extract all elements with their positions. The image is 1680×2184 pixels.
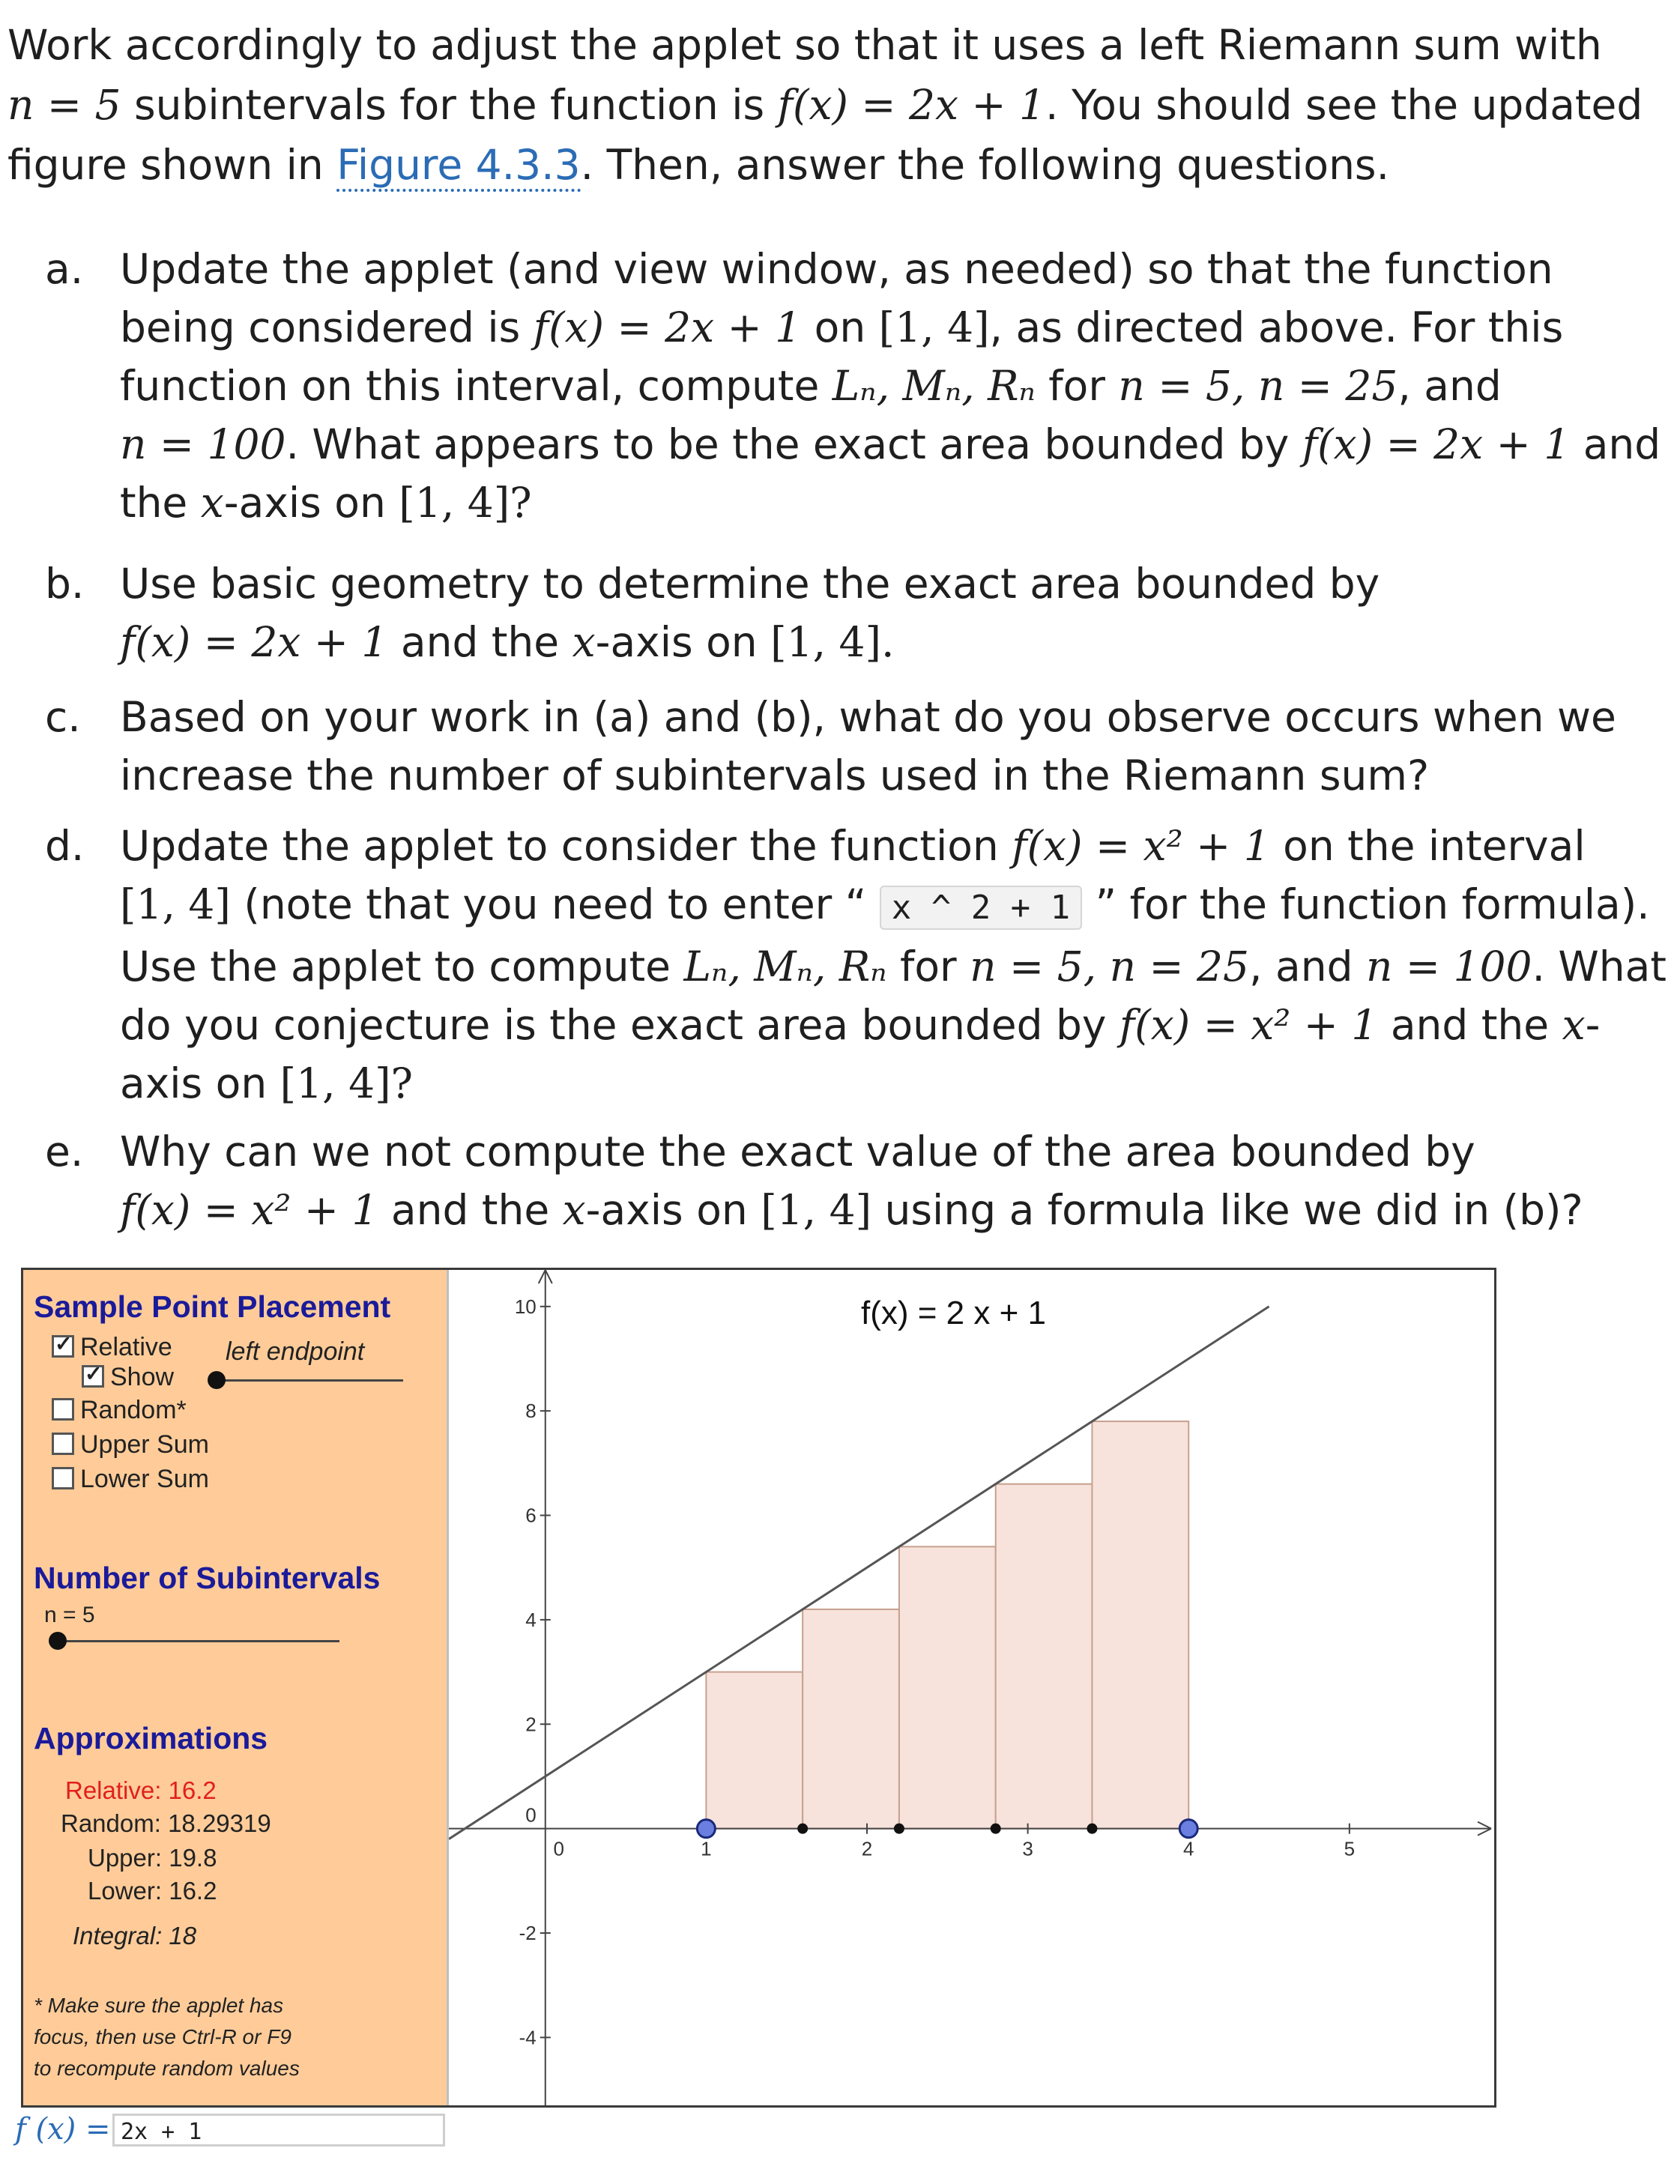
partition-point: [797, 1824, 808, 1834]
relative-label: Relative: [80, 1333, 172, 1361]
item-text: for: [886, 943, 970, 990]
intro-text: . You should see the updated: [1045, 81, 1643, 129]
math: x: [200, 479, 224, 527]
subintervals-slider-knob[interactable]: [49, 1632, 67, 1650]
graph-view[interactable]: [449, 1270, 1494, 2105]
note-line-1: * Make sure the applet has: [34, 1994, 284, 2017]
approximations-title: Approximations: [34, 1721, 268, 1755]
item-label: c.: [45, 693, 81, 741]
item-text: . What appears to be the exact area bounded by: [285, 420, 1302, 468]
item-text: Update the applet (and view window, as needed) so that the function: [120, 245, 1553, 293]
checkbox-unchecked-icon: [52, 1433, 74, 1455]
input-label: f (x) =: [15, 2112, 111, 2147]
figure-link[interactable]: Figure 4.3.3: [336, 141, 580, 192]
subintervals-title: Number of Subintervals: [34, 1561, 381, 1595]
item-text: and the: [1377, 1001, 1562, 1049]
geogebra-applet[interactable]: [21, 1268, 1496, 2108]
math: f(x) = 2x + 1: [1302, 420, 1571, 468]
item-text: -axis on: [595, 618, 771, 666]
relative-value: Relative: 16.2: [65, 1776, 217, 1804]
item-text: -axis on: [223, 479, 399, 527]
item-text: do you conjecture is the exact area bounded by: [120, 1001, 1120, 1049]
x-tick-label: 5: [1344, 1837, 1356, 1860]
math: [1, 4]: [120, 880, 231, 928]
item-label: e.: [45, 1128, 84, 1176]
y-tick-label: -4: [519, 2026, 537, 2049]
math-n: n = 5: [7, 81, 121, 129]
sample-point-title: Sample Point Placement: [34, 1289, 391, 1324]
math: Lₙ, Mₙ, Rₙ: [832, 362, 1036, 410]
intro-text: subintervals for the function is: [121, 81, 778, 129]
placement-slider-knob[interactable]: [208, 1371, 226, 1389]
lower-sum-checkbox[interactable]: [52, 1465, 209, 1494]
interval-endpoint: [1179, 1820, 1197, 1838]
upper-sum-label: Upper Sum: [80, 1430, 209, 1459]
show-checkbox[interactable]: [82, 1363, 174, 1392]
math: n = 100: [120, 420, 286, 468]
item-text: Update the applet to consider the function: [120, 822, 1012, 870]
math: n = 100: [1365, 943, 1532, 990]
intro-line-1: Work accordingly to adjust the applet so that it uses a left Riemann sum with: [7, 21, 1602, 69]
math: Lₙ, Mₙ, Rₙ: [683, 943, 887, 990]
x-tick-label: 2: [861, 1837, 873, 1860]
intro-text: figure shown in: [7, 141, 337, 189]
code-snippet: x ^ 2 + 1: [880, 886, 1082, 930]
item-text: the: [120, 479, 201, 527]
checkbox-checked-icon: [52, 1335, 74, 1358]
item-text: and: [1570, 420, 1661, 468]
math: x: [572, 618, 596, 666]
item-text: using a formula like we did in (b)?: [871, 1186, 1583, 1234]
note-line-3: to recompute random values: [34, 2057, 300, 2080]
partition-point: [1087, 1824, 1097, 1834]
n-label: n = 5: [44, 1603, 95, 1627]
math: f(x) = x² + 1: [1119, 1001, 1378, 1049]
math: [1, 4].: [770, 618, 895, 666]
placement-slider-track[interactable]: [212, 1379, 403, 1382]
item-text: on: [801, 303, 879, 351]
lower-sum-label: Lower Sum: [80, 1465, 209, 1493]
item-text: increase the number of subintervals used in the Riemann sum?: [120, 751, 1430, 799]
function-input[interactable]: 2x + 1: [112, 2114, 445, 2147]
checkbox-checked-icon: [82, 1365, 104, 1388]
riemann-rect: [803, 1609, 899, 1829]
math: [1, 4]?: [280, 1059, 414, 1107]
relative-checkbox[interactable]: [52, 1333, 172, 1362]
y-tick-label: 2: [525, 1713, 537, 1736]
x-tick-label: 3: [1022, 1837, 1033, 1860]
random-value: Random: 18.29319: [61, 1809, 271, 1837]
checkbox-unchecked-icon: [52, 1398, 74, 1421]
integral-value: Integral: 18: [73, 1922, 197, 1949]
item-label: d.: [45, 822, 85, 870]
math-function: f(x) = 2x + 1: [777, 81, 1046, 129]
item-text: , and: [1249, 943, 1366, 990]
partition-point: [991, 1824, 1001, 1834]
random-checkbox[interactable]: [52, 1396, 187, 1425]
item-text: . What: [1532, 943, 1667, 990]
math: [1, 4]: [878, 303, 990, 351]
riemann-rect: [996, 1484, 1093, 1829]
math: f(x) = x² + 1: [120, 1186, 378, 1234]
y-tick-label: 8: [525, 1400, 537, 1423]
item-text: for: [1035, 362, 1119, 410]
y-tick-label: -2: [519, 1922, 537, 1945]
upper-value: Upper: 19.8: [88, 1844, 217, 1872]
math: x: [1562, 1001, 1586, 1049]
item-text: and the: [387, 618, 572, 666]
item-text: axis on: [120, 1059, 280, 1107]
math: [1, 4]: [761, 1186, 872, 1234]
item-text: , as directed above. For this: [989, 303, 1564, 351]
interval-endpoint: [697, 1820, 715, 1838]
y-tick-label: 4: [525, 1608, 537, 1631]
item-text: Based on your work in (a) and (b), what do you observe occurs when we: [120, 693, 1616, 741]
partition-point: [894, 1824, 904, 1834]
random-label: Random*: [80, 1396, 187, 1424]
math: f(x) = x² + 1: [1012, 822, 1270, 870]
riemann-rect: [706, 1672, 803, 1829]
intro-text: . Then, answer the following questions.: [580, 141, 1390, 189]
item-text: being considered is: [120, 303, 534, 351]
x-tick-label: 4: [1182, 1837, 1194, 1860]
item-text: , and: [1398, 362, 1502, 410]
item-text: -axis on: [585, 1186, 761, 1234]
item-text: function on this interval, compute: [120, 362, 833, 410]
math: f(x) = 2x + 1: [120, 618, 388, 666]
y-tick-label: 10: [514, 1295, 537, 1318]
note-line-2: focus, then use Ctrl-R or F9: [34, 2025, 291, 2048]
x-tick-label: 1: [701, 1837, 712, 1860]
item-text: Use basic geometry to determine the exact area bounded by: [120, 560, 1380, 608]
item-text: Why can we not compute the exact value of the area bounded by: [120, 1128, 1475, 1176]
item-text: (note that you need to enter “: [230, 880, 880, 928]
function-title: f(x) = 2 x + 1: [861, 1295, 1046, 1331]
intro-paragraph: [7, 15, 1656, 195]
item-label: b.: [45, 560, 85, 608]
item-label: a.: [45, 245, 84, 293]
math: [1, 4]?: [399, 479, 532, 527]
checkbox-unchecked-icon: [52, 1467, 74, 1489]
upper-sum-checkbox[interactable]: [52, 1430, 209, 1459]
item-text: and the: [378, 1186, 563, 1234]
subintervals-slider-track[interactable]: [55, 1640, 339, 1642]
math: f(x) = 2x + 1: [533, 303, 802, 351]
placement-value: left endpoint: [226, 1337, 365, 1366]
math: n = 5, n = 25: [1118, 362, 1398, 410]
riemann-rect: [1092, 1421, 1188, 1829]
math: n = 5, n = 25: [970, 943, 1250, 990]
show-label: Show: [110, 1363, 175, 1391]
control-panel: [23, 1270, 449, 2105]
math: x: [562, 1186, 586, 1234]
item-text: Use the applet to compute: [120, 943, 684, 990]
item-text: -: [1585, 1001, 1601, 1049]
item-text: on the interval: [1269, 822, 1586, 870]
lower-value: Lower: 16.2: [88, 1877, 217, 1905]
item-text: ” for the function formula).: [1082, 880, 1650, 928]
y-tick-label: 0: [525, 1803, 537, 1827]
x-tick-label: 0: [553, 1837, 565, 1860]
riemann-rect: [899, 1546, 996, 1828]
y-tick-label: 6: [525, 1504, 537, 1527]
